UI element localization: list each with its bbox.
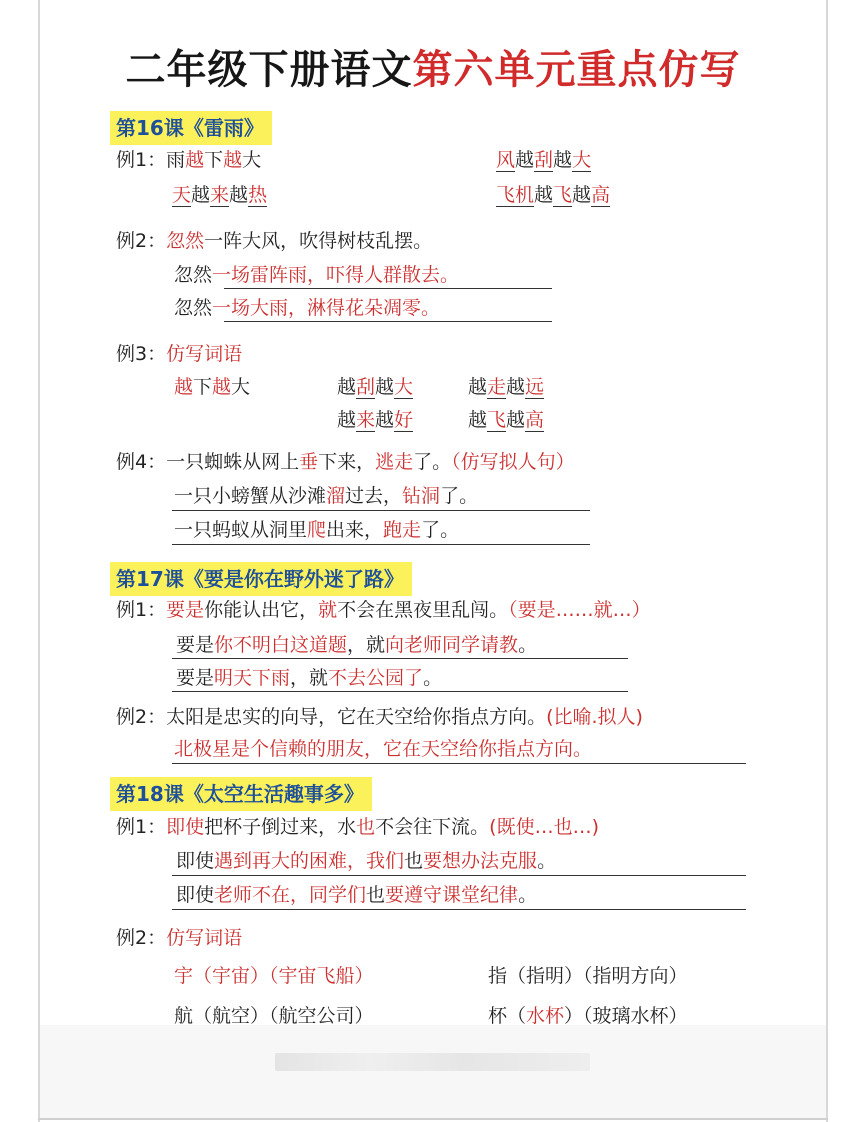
- word: 遇到再大的困难，我们: [214, 850, 405, 872]
- word: 一场雷阵雨，吓得人群散去。: [212, 264, 460, 286]
- l16-ex2-sentence: [116, 227, 432, 255]
- word: 老师不在，同学们: [214, 884, 367, 906]
- answer-line: [172, 658, 628, 659]
- l16-ex4-sentence: [116, 448, 575, 476]
- answer-line: [172, 691, 628, 692]
- l17-ex1-answer1: [176, 631, 537, 659]
- word: 忽然: [174, 297, 213, 319]
- word: 飞机: [496, 184, 535, 206]
- bottom-fade-area: [40, 1025, 826, 1118]
- answer-line: [172, 875, 746, 876]
- title-part2: 第六单元重点仿写: [412, 47, 741, 93]
- word: ）（玻璃水杯）: [564, 1005, 688, 1027]
- word: ，就: [290, 667, 329, 689]
- example-label: 例2：: [116, 927, 167, 949]
- word: 要是: [176, 667, 215, 689]
- example-label: 例3：: [116, 343, 167, 365]
- word: 飞: [553, 184, 573, 206]
- word: 要是: [166, 599, 205, 621]
- word: 忽然: [166, 230, 205, 252]
- word: 越: [212, 376, 232, 398]
- word: 。: [423, 667, 443, 689]
- word: （要是……就…）: [508, 599, 651, 621]
- word: 越: [468, 376, 488, 398]
- word: 一只蚂蚁从洞里: [174, 519, 308, 541]
- word: 刮: [356, 376, 376, 398]
- answer-line: [224, 321, 552, 322]
- word: 你不明白这道题: [214, 634, 348, 656]
- word: 北极星是个信赖的朋友，它在天空给你指点方向。: [174, 738, 593, 760]
- word: 飞: [487, 409, 507, 431]
- word: ，就: [347, 634, 386, 656]
- l16-ex3-word4: [337, 406, 413, 434]
- word: 即使: [166, 816, 205, 838]
- word: 仿写词语: [166, 927, 243, 949]
- l18-ex2-label: [116, 924, 242, 952]
- word: 爬: [307, 519, 327, 541]
- l18-ex1-sentence: [116, 813, 599, 841]
- word: 天: [172, 184, 192, 206]
- l16-ex1-row1: [116, 146, 261, 174]
- answer-line: [172, 763, 746, 764]
- word: 也: [366, 884, 386, 906]
- answer-line: [172, 544, 590, 545]
- l18-ex1-answer2: [176, 881, 537, 909]
- word: 越: [375, 409, 395, 431]
- word: 跑走: [383, 519, 422, 541]
- word: 越: [337, 409, 357, 431]
- word: 要遵守课堂纪律: [385, 884, 519, 906]
- word: 越: [337, 376, 357, 398]
- l16-ex4-answer1: [174, 482, 478, 510]
- page-title: [0, 42, 866, 98]
- word: 不会往下流。: [375, 816, 490, 838]
- example-label: 例1：: [116, 599, 167, 621]
- word: 太阳是忠实的向导，它在天空给你指点方向。: [166, 706, 547, 728]
- word: 溜: [326, 485, 346, 507]
- l16-ex3-label: [116, 340, 242, 368]
- example-label: 例2：: [116, 230, 167, 252]
- word: 不会在黑夜里乱闯。: [337, 599, 509, 621]
- word: 逃走: [375, 451, 414, 473]
- word: 。: [518, 884, 538, 906]
- word: 。: [518, 634, 538, 656]
- word: 一只小螃蟹从沙滩: [174, 485, 327, 507]
- word: 走: [487, 376, 507, 398]
- l17-ex2-sentence: [116, 703, 643, 731]
- word: （仿写拟人句）: [451, 451, 575, 473]
- word: 不去公园了: [328, 667, 424, 689]
- l16-ex1-row2-b: [496, 181, 610, 209]
- word: 一只蜘蛛从网上: [166, 451, 300, 473]
- word: 也: [356, 816, 376, 838]
- example-label: 例1：: [116, 149, 167, 171]
- l18-ex2-row1b: [488, 962, 688, 990]
- word: 远: [525, 376, 545, 398]
- word: 大: [394, 376, 414, 398]
- word: 要想办法克服: [423, 850, 538, 872]
- word: 越: [534, 184, 554, 206]
- answer-line: [224, 288, 552, 289]
- word: 忽然: [174, 264, 213, 286]
- word: 刮: [534, 149, 554, 171]
- answer-line: [172, 510, 590, 511]
- word: 也: [404, 850, 424, 872]
- word: (比喻.拟人): [546, 706, 643, 728]
- word: 越: [506, 409, 526, 431]
- word: 你能认出它，: [204, 599, 319, 621]
- example-label: 例1：: [116, 816, 167, 838]
- lesson17-heading: 第17课《要是你在野外迷了路》: [110, 562, 412, 596]
- l17-ex1-answer2: [176, 664, 442, 692]
- word: 大: [242, 149, 262, 171]
- page-border-right: [826, 0, 828, 1122]
- word: 。: [537, 850, 557, 872]
- word: 向老师同学请教: [385, 634, 519, 656]
- example-label: 例2：: [116, 706, 167, 728]
- l16-ex3-word2: [337, 373, 413, 401]
- l16-ex3-word3: [468, 373, 544, 401]
- word: 雨: [166, 149, 186, 171]
- word: 要是: [176, 634, 215, 656]
- watermark-blur: [275, 1053, 590, 1071]
- title-part1: 二年级下册语文: [125, 47, 413, 93]
- word: 垂: [299, 451, 319, 473]
- word: 越: [174, 376, 194, 398]
- l18-ex2-row2a: [174, 1002, 374, 1030]
- word: 好: [394, 409, 414, 431]
- word: 高: [591, 184, 611, 206]
- word: 越: [515, 149, 535, 171]
- word: 高: [525, 409, 545, 431]
- word: 下: [204, 149, 224, 171]
- l16-ex4-answer2: [174, 516, 459, 544]
- l16-ex1-row1-b: [496, 146, 591, 174]
- l18-ex1-answer1: [176, 847, 556, 875]
- word: 了。: [421, 519, 460, 541]
- word: 把杯子倒过来，水: [204, 816, 357, 838]
- word: 越: [191, 184, 211, 206]
- word: 下来，: [318, 451, 376, 473]
- word: 越: [375, 376, 395, 398]
- word: 下: [193, 376, 213, 398]
- l16-ex3-word5: [468, 406, 544, 434]
- word: 一场大雨，淋得花朵凋零。: [212, 297, 441, 319]
- word: 一阵大风，吹得树枝乱摆。: [204, 230, 433, 252]
- example-label: 例4：: [116, 451, 167, 473]
- word: 大: [231, 376, 251, 398]
- word: (既使…也…): [489, 816, 599, 838]
- l17-ex2-answer: [174, 735, 592, 763]
- word: 越: [572, 184, 592, 206]
- word: 钻洞: [402, 485, 441, 507]
- page-border-bottom: [38, 1118, 828, 1120]
- word: 指（指明）（指明方向）: [488, 965, 688, 987]
- word: 风: [496, 149, 516, 171]
- word: 越: [468, 409, 488, 431]
- lesson16-heading: 第16课《雷雨》: [110, 111, 272, 145]
- word: 就: [318, 599, 338, 621]
- l16-ex3-word1: [174, 373, 250, 401]
- page-border-left: [38, 0, 40, 1122]
- word: 越: [506, 376, 526, 398]
- answer-line: [172, 909, 746, 910]
- lesson18-heading: 第18课《太空生活趣事多》: [110, 777, 372, 811]
- word: 越: [223, 149, 243, 171]
- l17-ex1-sentence: [116, 596, 651, 624]
- word: 来: [210, 184, 230, 206]
- l16-ex2-answer1: [174, 261, 459, 289]
- word: 出来，: [326, 519, 384, 541]
- l16-ex2-answer2: [174, 294, 440, 322]
- word: 即使: [176, 884, 215, 906]
- word: 了。: [413, 451, 452, 473]
- word: 越: [229, 184, 249, 206]
- word: 热: [248, 184, 268, 206]
- l18-ex2-row1a: [174, 962, 374, 990]
- word: 越: [553, 149, 573, 171]
- word: 杯（: [488, 1005, 527, 1027]
- word: 过去，: [345, 485, 403, 507]
- l16-ex1-row2: [172, 181, 267, 209]
- word: 了。: [440, 485, 479, 507]
- word: 大: [572, 149, 592, 171]
- word: 航（航空）（航空公司）: [174, 1005, 374, 1027]
- word: 水杯: [526, 1005, 565, 1027]
- l18-ex2-row2b: [488, 1002, 688, 1030]
- word: 越: [185, 149, 205, 171]
- word: 来: [356, 409, 376, 431]
- word: 即使: [176, 850, 215, 872]
- word: 仿写词语: [166, 343, 243, 365]
- word: 宇（宇宙）（宇宙飞船）: [174, 965, 374, 987]
- word: 明天下雨: [214, 667, 291, 689]
